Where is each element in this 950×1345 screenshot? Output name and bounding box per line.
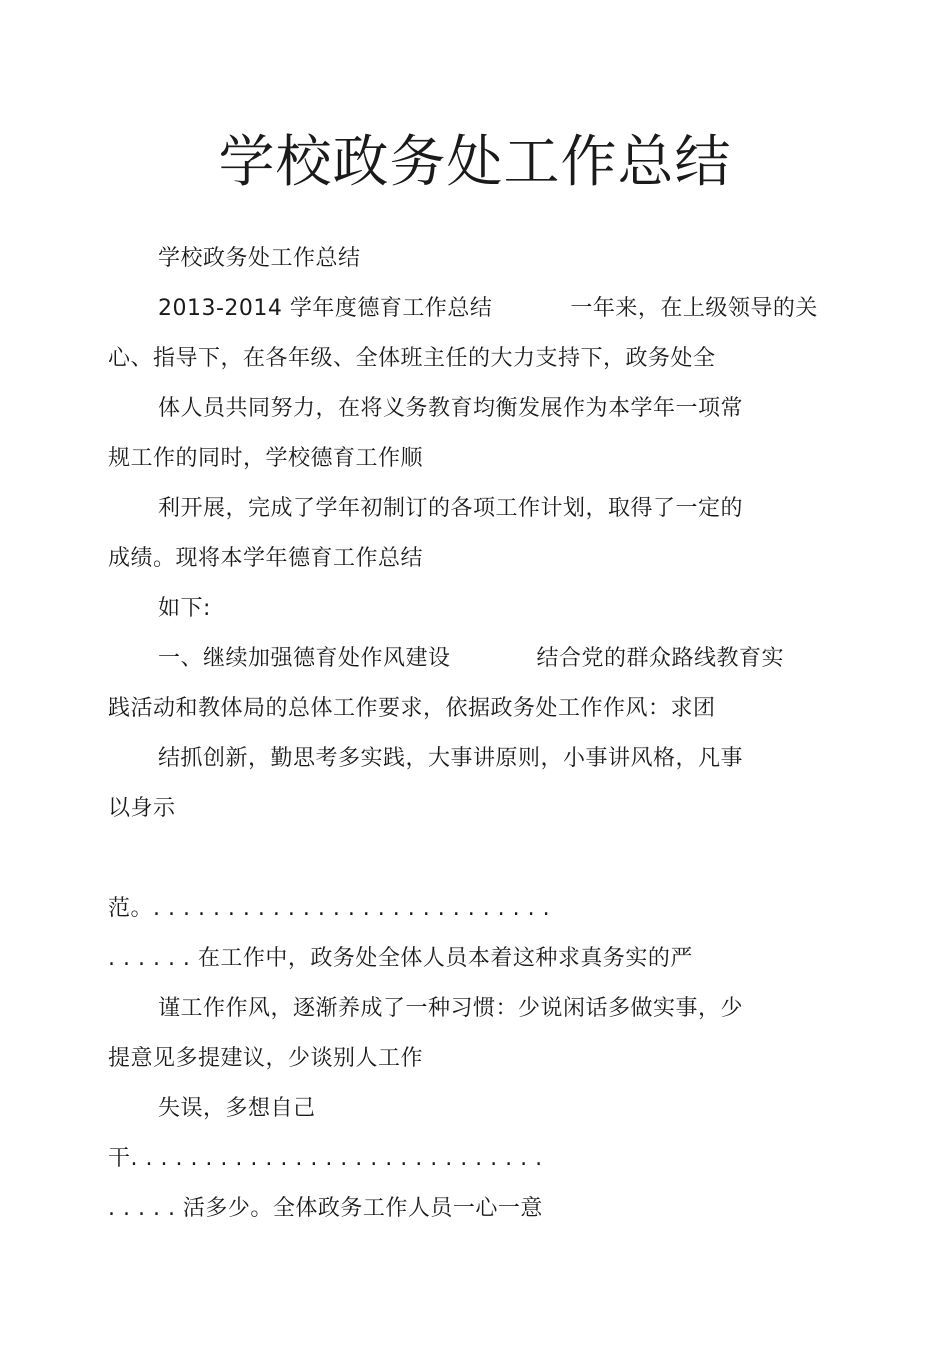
body-line-part: 一年来，在上级领导的关 [570,296,818,321]
body-line: 体人员共同努力，在将义务教育均衡发展作为本学年一项常 [158,396,744,421]
body-line: 范。. . . . . . . . . . . . . . . . . . . . . . . . . . . [108,896,551,921]
body-line [158,294,818,324]
body-line: 践活动和教体局的总体工作要求，依据政务处工作作风：求团 [108,696,716,721]
body-line-part: 一、继续加强德育处作风建设 [158,646,451,671]
body-line: 利开展，完成了学年初制订的各项工作计划，取得了一定的 [158,496,744,521]
document-title: 学校政务处工作总结 [218,130,732,195]
body-line: 如下: [158,596,211,621]
body-line: 结抓创新，勤思考多实践，大事讲原则，小事讲风格，凡事 [158,746,744,771]
body-line: 以身示 [108,796,176,821]
body-line: 失误，多想自己 [158,1096,316,1121]
body-line: 成绩。现将本学年德育工作总结 [108,546,424,571]
body-line: 学校政务处工作总结 [158,246,361,271]
body-line: 谨工作作风，逐渐养成了一种习惯：少说闲话多做实事，少 [158,996,744,1021]
body-line: 规工作的同时，学校德育工作顺 [108,446,424,471]
body-line: 干. . . . . . . . . . . . . . . . . . . . . . . . . . . . [108,1146,543,1171]
body-line-part: 结合党的群众路线教育实 [536,646,785,671]
body-line: . . . . . . 在工作中，政务处全体人员本着这种求真务实的严 [108,946,693,971]
body-line: 心、指导下，在各年级、全体班主任的大力支持下，政务处全 [108,346,716,371]
body-line-part: 2013-2014 学年度德育工作总结 [158,296,493,321]
body-line: 提意见多提建议，少谈别人工作 [108,1046,424,1071]
body-line: . . . . . 活多少。全体政务工作人员一心一意 [108,1196,543,1221]
body-line [158,644,784,674]
